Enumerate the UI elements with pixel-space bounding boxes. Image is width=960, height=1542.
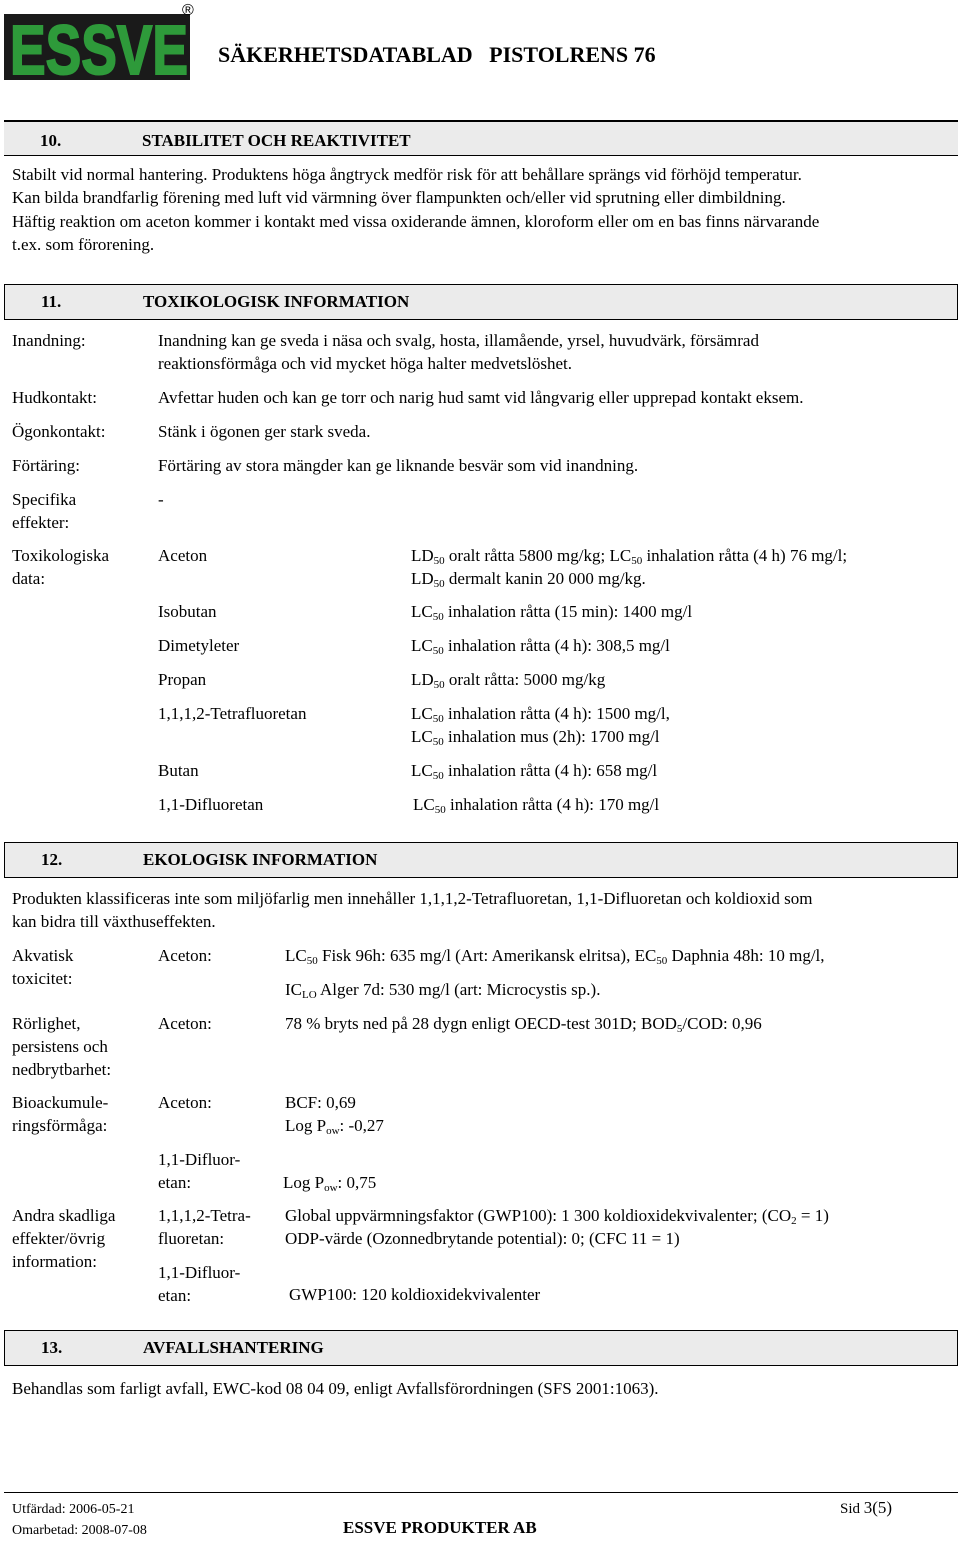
section-title: STABILITET OCH REAKTIVITET	[142, 131, 411, 150]
essve-logo-graphic	[4, 4, 198, 82]
andra-substance-tetra-2: fluoretan:	[158, 1229, 225, 1248]
andra-gwp-difluor: GWP100: 120 koldioxidekvivalenter	[289, 1285, 541, 1304]
logo-text: ESSVE	[10, 11, 188, 82]
value-tetrafluoretan-2: $LC_{50}$ inhalation mus (2h): 1700 mg/l	[411, 727, 660, 748]
section-title: EKOLOGISK INFORMATION	[143, 850, 378, 869]
andra-gwp-tetra: Global uppvärmningsfaktor (GWP100): 1 300 koldioxidekvivalenter; $(CO_2 = 1)$	[285, 1206, 829, 1227]
bioack-substance-difluor-2: etan:	[158, 1173, 192, 1192]
section-number: 13.	[41, 1338, 63, 1357]
label-bioack-2: ringsförmåga:	[12, 1116, 108, 1135]
logo	[4, 4, 198, 82]
akvatisk-substance: Aceton:	[158, 946, 212, 965]
text-inandning-2: reaktionsförmåga och vid mycket höga halter medvetslöshet.	[158, 354, 573, 373]
label-toxdata-1: Toxikologiska	[12, 546, 110, 565]
andra-substance-tetra-1: 1,1,1,2-Tetra-	[158, 1206, 251, 1225]
andra-substance-difluor-2: etan:	[158, 1286, 192, 1305]
value-difluoretan: $LC_{50}$ inhalation råtta (4 h): 170 mg/l	[413, 795, 660, 816]
substance-difluoretan: 1,1-Difluoretan	[158, 795, 264, 814]
section-10-header	[4, 120, 958, 156]
text-fortaring: Förtäring av stora mängder kan ge liknande besvär som vid inandning.	[158, 456, 639, 475]
label-specifika-2: effekter:	[12, 513, 70, 532]
page-title: SÄKERHETSDATABLAD PISTOLRENS 76	[218, 42, 656, 67]
section-number: 12.	[41, 850, 63, 869]
section-number: 10.	[40, 131, 62, 150]
label-andra-1: Andra skadliga	[12, 1206, 116, 1225]
value-aceton-2: $LD_{50}$ dermalt kanin 20 000 mg/kg.	[411, 569, 646, 590]
akvatisk-value-2: $IC_{LO}$ Alger 7d: 530 mg/l (art: Microcystis sp.).	[285, 980, 601, 1001]
label-hudkontakt: Hudkontakt:	[12, 388, 97, 407]
label-specifika-1: Specifika	[12, 490, 77, 509]
value-butan: $LC_{50}$ inhalation råtta (4 h): 658 mg/l	[411, 761, 658, 782]
section-number: 11.	[41, 292, 62, 311]
label-bioack-1: Bioackumule-	[12, 1093, 109, 1112]
section-title: TOXIKOLOGISK INFORMATION	[143, 292, 410, 311]
andra-odp: ODP-värde (Ozonnedbrytande potential): 0; (CFC 11 = 1)	[285, 1229, 680, 1248]
label-fortaring: Förtäring:	[12, 456, 80, 475]
section-title: AVFALLSHANTERING	[143, 1338, 324, 1357]
value-dimetyleter: $LC_{50}$ inhalation råtta (4 h): 308,5 mg/l	[411, 636, 670, 657]
label-andra-2: effekter/övrig	[12, 1229, 106, 1248]
value-tetrafluoretan-1: $LC_{50}$ inhalation råtta (4 h): 1500 mg/l,	[411, 704, 670, 725]
s10-line-4: t.ex. som förorening.	[12, 235, 155, 254]
substance-butan: Butan	[158, 761, 199, 780]
rorlighet-substance: Aceton:	[158, 1014, 212, 1033]
section-11-header	[4, 284, 958, 320]
footer-divider	[4, 1492, 958, 1493]
footer-page-number: Sid 3(5)	[840, 1498, 893, 1517]
s10-line-1: Stabilt vid normal hantering. Produktens höga ångtryck medför risk för att behållare sprängs vid förhöjd temperatur.	[12, 165, 802, 184]
section-12-header	[4, 842, 958, 878]
bioack-bcf: BCF: 0,69	[285, 1093, 356, 1112]
rorlighet-value: 78 % bryts ned på 28 dygn enligt OECD-test 301D; $BOD_5$/COD: 0,96	[285, 1014, 762, 1035]
label-inandning: Inandning:	[12, 331, 86, 350]
bioack-logp-difluor: Log $P_{ow}$: 0,75	[283, 1173, 377, 1194]
footer-company: ESSVE PRODUKTER AB	[343, 1518, 537, 1537]
s10-line-3: Häftig reaktion om aceton kommer i kontakt med vissa oxiderande ämnen, kloroform eller om en bas finns närvarande	[12, 212, 820, 231]
text-hudkontakt: Avfettar huden och kan ge torr och narig hud samt vid långvarig eller upprepad kontakt eksem.	[158, 388, 804, 407]
bioack-logp-aceton: Log $P_{ow}$: -0,27	[285, 1116, 384, 1137]
substance-aceton: Aceton	[158, 546, 208, 565]
text-inandning-1: Inandning kan ge sveda i näsa och svalg, hosta, illamående, yrsel, huvudvärk, försämrad	[158, 331, 759, 350]
label-andra-3: information:	[12, 1252, 97, 1271]
label-rorlighet-3: nedbrytbarhet:	[12, 1060, 112, 1079]
registered-mark: ®	[182, 2, 194, 19]
label-rorlighet-1: Rörlighet,	[12, 1014, 81, 1033]
s13-text: Behandlas som farligt avfall, EWC-kod 08 04 09, enligt Avfallsförordningen (SFS 2001:1063).	[12, 1379, 659, 1398]
substance-dimetyleter: Dimetyleter	[158, 636, 240, 655]
substance-propan: Propan	[158, 670, 207, 689]
bioack-substance-difluor-1: 1,1-Difluor-	[158, 1150, 241, 1169]
section-13-header	[4, 1330, 958, 1366]
label-akvatisk-2: toxicitet:	[12, 969, 73, 988]
andra-substance-difluor-1: 1,1-Difluor-	[158, 1263, 241, 1282]
footer-utfardad: Utfärdad: 2006-05-21	[12, 1502, 135, 1517]
value-propan: $LD_{50}$ oralt råtta: 5000 mg/kg	[411, 670, 606, 691]
substance-isobutan: Isobutan	[158, 602, 217, 621]
label-toxdata-2: data:	[12, 569, 46, 588]
text-ogonkontakt: Stänk i ögonen ger stark sveda.	[158, 422, 371, 441]
akvatisk-value-1: $LC_{50}$ Fisk 96h: 635 mg/l (Art: Amerikansk elritsa), $EC_{50}$ Daphnia 48h: 10 mg/l,	[285, 946, 825, 967]
text-specifika: -	[158, 490, 164, 509]
value-aceton-1: $LD_{50}$ oralt råtta 5800 mg/kg; $LC_{50}$ inhalation råtta (4 h) 76 mg/l;	[411, 546, 848, 567]
s12-intro-1: Produkten klassificeras inte som miljöfarlig men innehåller 1,1,1,2-Tetrafluoretan, 1,1-Difluoretan och koldioxid som	[12, 889, 813, 908]
s10-line-2: Kan bilda brandfarlig förening med luft vid värmning över flampunkten och/eller vid sprutning eller dimbildning.	[12, 188, 786, 207]
footer-omarbetad: Omarbetad: 2008-07-08	[12, 1523, 147, 1538]
label-ogonkontakt: Ögonkontakt:	[12, 422, 106, 441]
substance-tetrafluoretan: 1,1,1,2-Tetrafluoretan	[158, 704, 307, 723]
bioack-substance-aceton: Aceton:	[158, 1093, 212, 1112]
label-rorlighet-2: persistens och	[12, 1037, 108, 1056]
s12-intro-2: kan bidra till växthuseffekten.	[12, 912, 216, 931]
label-akvatisk-1: Akvatisk	[12, 946, 74, 965]
value-isobutan: $LC_{50}$ inhalation råtta (15 min): 1400 mg/l	[411, 602, 693, 623]
